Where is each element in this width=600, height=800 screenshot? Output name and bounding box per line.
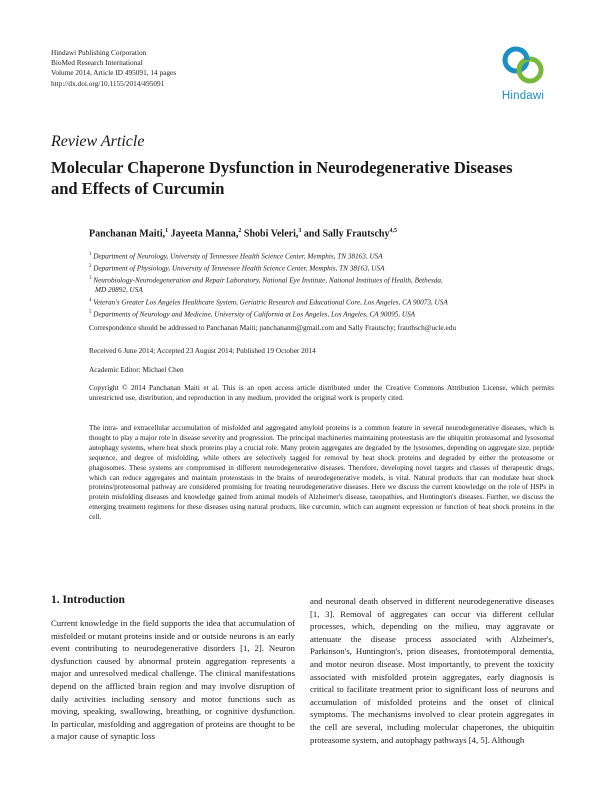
body-column-right: and neuronal death observed in different neurodegenerative diseases [1, 3]. Removal of aggregates can occur via different cellular processes, which, depending on the milieu, may aggravate or attenuate the disease process associated with Alzheimer's, Parkinson's, Huntington's, prion diseases, frontotemporal dementia, and motor neuron disease. Most importantly, to prevent the toxicity associated with misfolded protein aggregates, early diagnosis is critical to facilitate treatment prior to significant loss of neurons and accumulation of misfolded proteins and the onset of clinical symptoms. The mechanisms involved to clear protein aggregates in the cell are several, including molecular chaperones, the ubiquitin proteasome system, and autophagy pathways [4, 5]. Although	[310, 596, 554, 745]
article-title: Molecular Chaperone Dysfunction in Neurodegenerative Diseases and Effects of Curcumin	[51, 158, 513, 198]
section-heading: 1. Introduction	[51, 594, 125, 606]
affiliation-number: 2	[89, 263, 92, 269]
affiliation	[89, 308, 559, 320]
author-affil-number: 3	[298, 228, 302, 234]
author-list	[89, 228, 397, 239]
journal-name: BioMed Research International	[51, 58, 143, 68]
body-column-left: Current knowledge in the field supports the idea that accumulation of misfolded or mutant proteins inside and or outside neurons is an early event contributing to neurodegenerative disorders [1, 2]. Neuron dysfunction caused by abnormal protein aggregation represents a major and unresolved medical challenge. The clinical manifestations depend on the afflicted brain region and may involve disruption of daily activities including sensory and motor functions such as moving, speaking, swallowing, breathing, or cognitive dysfunction. In particular, misfolding and aggregation of proteins are thought to be a major cause of synaptic loss	[51, 618, 295, 742]
publisher-name: Hindawi Publishing Corporation	[51, 48, 147, 57]
affiliation-text: Department of Neurology, University of Tennessee Health Science Center, Memphis, TN 38163, USA	[91, 252, 383, 261]
hindawi-logo-text: Hindawi	[501, 90, 545, 102]
abstract: The intra- and extracellular accumulation of misfolded and aggregated amyloid proteins is a common feature in several neurodegenerative diseases, which is thought to play a major role in disease severity and progression. The principal machineries maintaining proteostasis are the ubiquitin proteasomal and lysosomal autophagy systems, where heat shock proteins play a crucial role. Many protein aggregates are degraded by the lysosomes, depending on aggregate size, peptide sequence, and degree of misfolding, while others are selectively tagged for removal by heat shock proteins and degraded by either the proteasome or phagosomes. These systems are compromised in different neurodegenerative diseases. Therefore, developing novel targets and classes of therapeutic drugs, which can reduce aggregates and maintain proteostasis in the brains of neurodegenerative models, is vital. Natural products that can modulate heat shock proteins/proteosomal pathway are considered promising for treating neurodegenerative diseases. Here we discuss the current knowledge on the role of HSPs in protein misfolding diseases and knowledge gained from animal models of Alzheimer's disease, tauopathies, and Huntington's diseases. Further, we discuss the emerging treatment regimens for these diseases using natural products, like curcumin, which can augment expression or function of heat shock proteins in the cell.	[89, 424, 554, 522]
publication-info	[51, 48, 176, 89]
author-name: Jayeeta Manna,	[170, 228, 239, 240]
affiliation-text: Neurobiology-Neurodegeneration and Repair Laboratory, National Eye Institute, National Institutes of Health, Bethesda,	[91, 275, 443, 284]
affiliation-number: 1	[89, 252, 92, 257]
correspondence: Correspondence should be addressed to Panchanan Maiti; panchananm@gmail.com and Sally Frautschy; frauthsch@ucle.edu	[89, 323, 457, 332]
affiliation-text: Veteran's Greater Los Angeles Healthcare System, Geriatric Research and Educational Core, Los Angeles, CA 90073, USA	[91, 298, 448, 307]
academic-editor: Academic Editor: Michael Chen	[89, 365, 184, 374]
article-type: Review Article	[51, 133, 145, 150]
affiliation-continued	[89, 285, 559, 295]
copyright-notice: Copyright © 2014 Panchanan Maiti et al. This is an open access article distributed under the Creative Commons Attribution License, which permits unrestricted use, distribution, and reproduction in any medium, provided the original work is properly cited.	[89, 383, 554, 402]
affiliation-number: 4	[89, 297, 92, 303]
doi-link[interactable]: http://dx.doi.org/10.1155/2014/495091	[51, 78, 165, 88]
affiliation-text: Departments of Neurology and Medicine, University of California at Los Angeles, Los Angeles, CA 90095, USA	[91, 309, 416, 318]
author-name: Panchanan Maiti,	[89, 228, 166, 240]
author-name: Shobi Veleri,	[243, 228, 299, 240]
author-affil-number: 4,5	[389, 228, 397, 234]
affiliation-number: 3	[89, 275, 92, 281]
affiliation	[89, 250, 559, 262]
publication-dates: Received 6 June 2014; Accepted 23 August 2014; Published 19 October 2014	[89, 346, 316, 355]
affiliation-text: Department of Physiology, University of Tennessee Health Science Center, Memphis, TN 38163, USA	[91, 264, 385, 273]
hindawi-logo[interactable]	[494, 40, 552, 106]
affiliation	[89, 296, 559, 308]
affiliation-number: 5	[89, 309, 92, 315]
author-affil-number: 1	[165, 228, 169, 234]
affiliation-list	[89, 250, 559, 319]
affiliation-text: MD 20892, USA	[95, 286, 143, 295]
affiliation	[89, 262, 559, 274]
volume-info: Volume 2014, Article ID 495091, 14 pages	[51, 68, 177, 78]
hindawi-logo-icon	[494, 40, 552, 90]
affiliation	[89, 274, 559, 286]
author-name: and Sally Frautschy	[303, 228, 390, 240]
author-affil-number: 2	[238, 228, 242, 234]
